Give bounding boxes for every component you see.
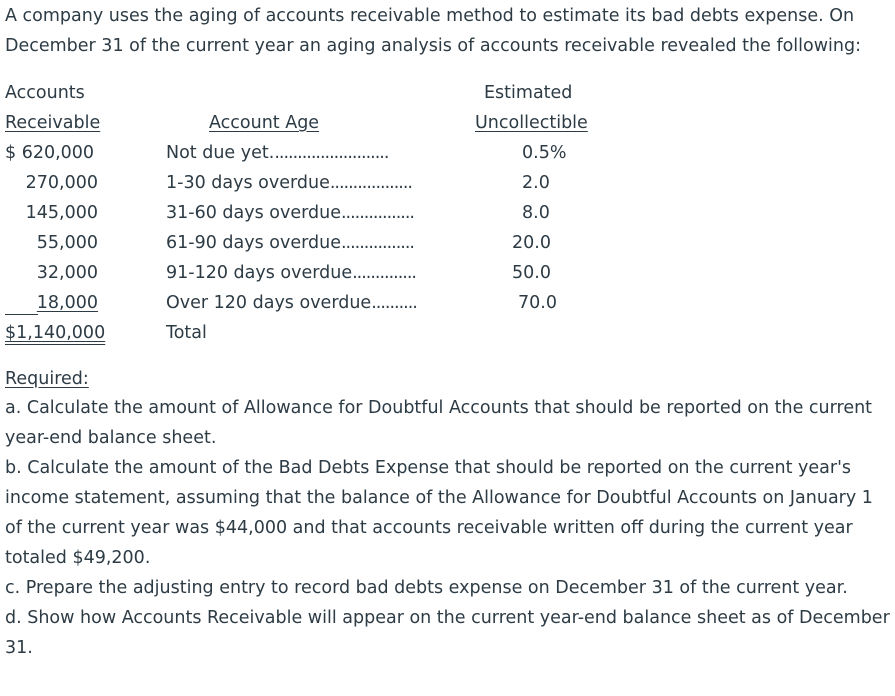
row-1-age: Not due yet.......................... (166, 143, 389, 163)
row-2-pct: 2.0 (522, 173, 550, 193)
total-amount: $1,140,000 (5, 323, 106, 343)
header-receivable: Receivable (5, 113, 101, 133)
required-heading: Required: (5, 369, 89, 389)
row-3-pct: 8.0 (522, 203, 550, 223)
req-b-line-2: income statement, assuming that the balance of the Allowance for Doubtful Accounts on January 1 (5, 488, 873, 508)
row-4-amount: 55,000 (36, 233, 98, 253)
req-b-line-3: of the current year was $44,000 and that accounts receivable written off during the current year (5, 518, 853, 538)
row-6-age: Over 120 days overdue.......... (166, 293, 417, 313)
row-3-age: 31-60 days overdue................ (166, 203, 414, 223)
header-uncollectible: Uncollectible (475, 113, 588, 133)
req-a-line-1: a. Calculate the amount of Allowance for Doubtful Accounts that should be reported on the current (5, 398, 873, 418)
req-c-line-1: c. Prepare the adjusting entry to record bad debts expense on December 31 of the current year. (5, 578, 848, 598)
intro-line-1: A company uses the aging of accounts receivable method to estimate its bad debts expense. On (5, 6, 855, 26)
row-6-underline-extension (5, 314, 38, 315)
req-d-line-1: d. Show how Accounts Receivable will appear on the current year-end balance sheet as of December (5, 608, 890, 628)
row-5-amount: 32,000 (36, 263, 98, 283)
row-2-amount: 270,000 (25, 173, 98, 193)
req-d-line-2: 31. (5, 638, 33, 658)
row-5-age: 91-120 days overdue.............. (166, 263, 416, 283)
row-1-pct: 0.5% (522, 143, 567, 163)
row-6-pct: 70.0 (518, 293, 557, 313)
intro-line-2: December 31 of the current year an aging analysis of accounts receivable revealed the following: (5, 36, 862, 56)
req-b-line-4: totaled $49,200. (5, 548, 151, 568)
row-5-pct: 50.0 (512, 263, 551, 283)
row-2-age: 1-30 days overdue.................. (166, 173, 412, 193)
row-1-amount: $ 620,000 (5, 143, 95, 163)
req-a-line-2: year-end balance sheet. (5, 428, 217, 448)
total-label: Total (166, 323, 207, 343)
row-6-amount: 18,000 (36, 293, 98, 313)
row-4-pct: 20.0 (512, 233, 551, 253)
header-estimated: Estimated (484, 83, 573, 103)
row-4-age: 61-90 days overdue................ (166, 233, 414, 253)
header-accounts: Accounts (5, 83, 85, 103)
row-3-amount: 145,000 (25, 203, 98, 223)
header-account-age: Account Age (209, 113, 320, 133)
req-b-line-1: b. Calculate the amount of the Bad Debts Expense that should be reported on the current year's (5, 458, 851, 478)
